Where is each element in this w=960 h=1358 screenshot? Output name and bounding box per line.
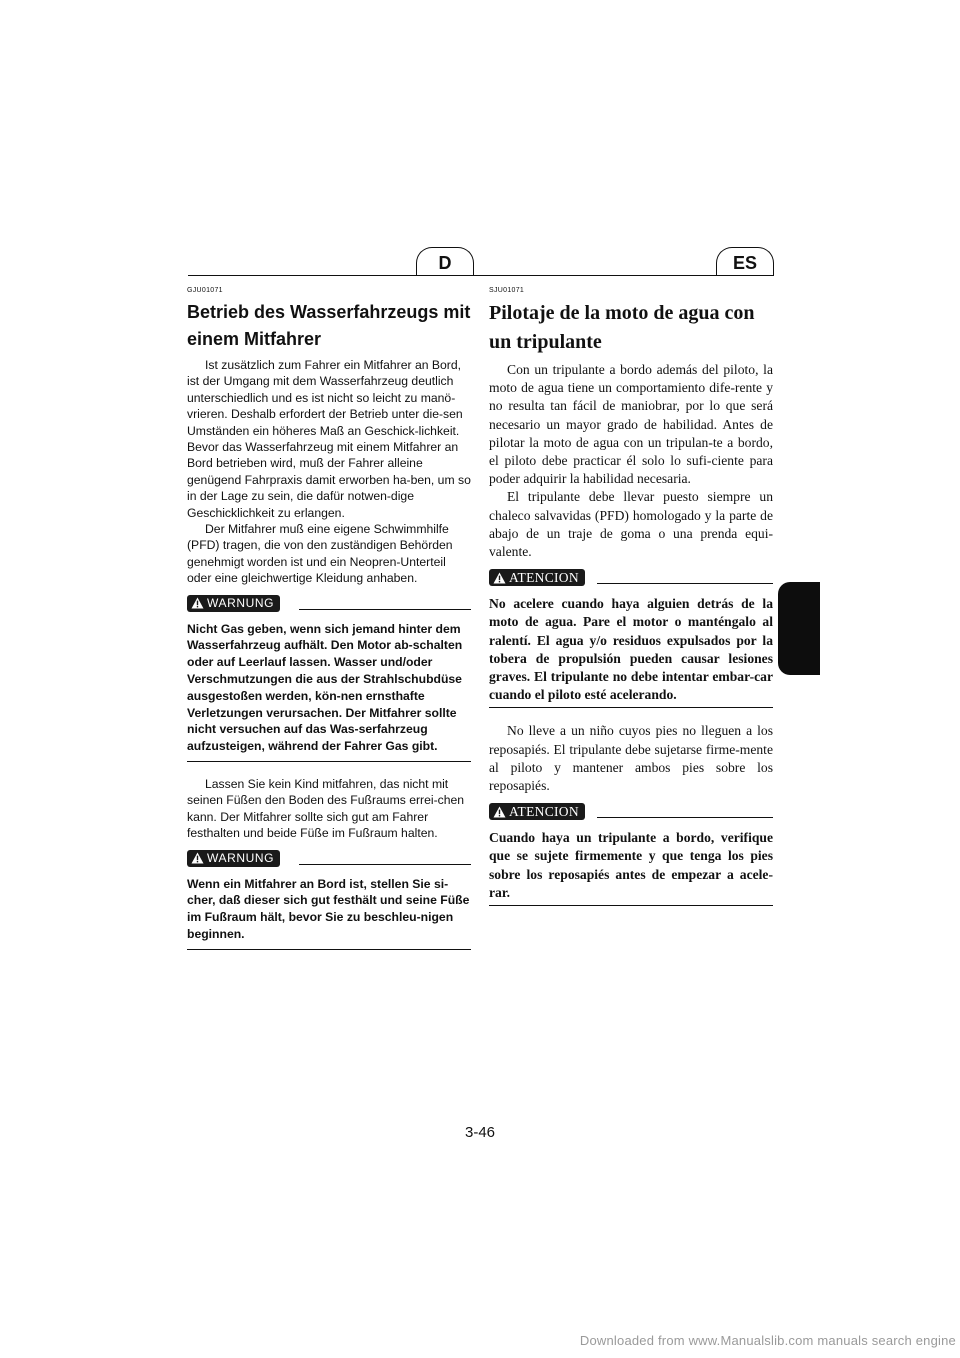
section-code: SJU01071	[489, 287, 525, 294]
warning-badge	[187, 850, 280, 867]
page-number: 3-46	[464, 1124, 496, 1141]
warning-text: Nicht Gas geben, wenn sich jemand hinter dem Wasserfahrzeug aufhält. Den Motor ab-schalten oder auf Leerlauf lassen. Wasser und/oder Verschmutzungen die aus der Strahlschubdüse ausgestoßen werden, kön-nen ernsthafte Verletzungen verursachen. Der Mitfahrer sollte nicht versuchen auf das Was-serfahrzeug aufzusteigen, während der Fahrer Gas gibt.	[187, 621, 471, 762]
warning-badge	[489, 569, 585, 586]
warning-header	[489, 569, 773, 589]
chapter-thumb-tab	[778, 582, 820, 675]
warning-triangle-icon	[493, 806, 506, 818]
warning-label: WARNUNG	[207, 596, 275, 611]
column-spanish	[489, 287, 773, 906]
warning-label: ATENCION	[509, 569, 579, 585]
warning-label: ATENCION	[509, 803, 579, 819]
warning-text: Cuando haya un tripulante a bordo, verifique que se sujete firmemente y que tenga los pies sobre los reposapiés antes de empezar a acele-rar.	[489, 829, 773, 906]
warning-header	[187, 595, 471, 615]
paragraph: No lleve a un niño cuyos pies no lleguen a los reposapiés. El tripulante debe sujetarse firme-mente al piloto y mantener ambos pies sobre los reposapiés.	[489, 723, 773, 794]
paragraph: Ist zusätzlich zum Fahrer ein Mitfahrer an Bord, ist der Umgang mit dem Wasserfahrzeug deutlich unterschiedlich und es ist nicht so leicht zu manö-vrieren. Deshalb erfordert der Betrieb unter die-sen Umständen ein höheres Maß an Geschick-lichkeit. Bevor das Wasserfahrzeug mit einem Mitfahrer an Bord betrieben wird, muß der Fahrer alleine genügend Fahrpraxis damit erworben ha-ben, um so in der Lage zu sein, die dafür notwen-dige Geschicklichkeit zu erlangen.	[187, 358, 471, 520]
warning-text: Wenn ein Mitfahrer an Bord ist, stellen Sie si-cher, daß dieser sich gut festhält und seine Füße im Fußraum hält, bevor Sie zu beschleu-nigen beginnen.	[187, 876, 471, 950]
language-header	[0, 0, 960, 290]
section-code: GJU01071	[187, 287, 223, 294]
footer-watermark: Downloaded from www.Manualslib.com manuals search engine	[579, 1333, 956, 1348]
language-tab-es: ES	[716, 247, 774, 276]
section-title: Betrieb des Wasserfahrzeugs mit einem Mitfahrer	[187, 302, 471, 349]
warning-badge	[187, 595, 280, 612]
language-tab-d: D	[416, 247, 474, 276]
warning-triangle-icon	[493, 572, 506, 584]
warning-rule	[299, 864, 471, 865]
warning-header	[489, 803, 773, 823]
warning-rule	[299, 609, 471, 610]
paragraph: Lassen Sie kein Kind mitfahren, das nicht mit seinen Füßen den Boden des Fußraums errei-chen kann. Der Mitfahrer sollte sich gut am Fahrer festhalten und beide Füße im Fußraum halten.	[187, 777, 465, 841]
warning-badge	[489, 803, 585, 820]
paragraph: El tripulante debe llevar puesto siempre un chaleco salvavidas (PFD) homologado y la parte de abajo de un traje de goma o una prenda equi-valente.	[489, 489, 773, 560]
warning-rule	[597, 583, 773, 584]
warning-rule	[597, 817, 773, 818]
warning-header	[187, 850, 471, 870]
warning-text: No acelere cuando haya alguien detrás de la moto de agua. Pare el motor o manténgalo al ralentí. El agua y/o residuos expulsados por la tobera de propulsión pueden causar lesiones graves. El tripulante no debe intentar embar-car cuando el piloto esté acelerando.	[489, 595, 773, 708]
section-title: Pilotaje de la moto de agua con un tripulante	[489, 302, 755, 353]
header-rule	[188, 275, 774, 276]
column-german	[187, 287, 471, 950]
warning-triangle-icon	[191, 597, 204, 609]
paragraph: Der Mitfahrer muß eine eigene Schwimmhilfe (PFD) tragen, die von den zuständigen Behörden genehmigt worden ist und ein Neopren-Unterteil oder eine gleichwertige Kleidung anhaben.	[187, 522, 453, 586]
warning-triangle-icon	[191, 852, 204, 864]
paragraph: Con un tripulante a bordo además del piloto, la moto de agua tiene un comportamiento dife-rente y no resulta tan fácil de maniobrar, por lo que será necesario un mayor grado de habilidad. Antes de pilotar la moto de agua con un tripulan-te a bordo, el piloto debe practicar él solo lo sufi-ciente para poder adquirir la habilidad necesaria.	[489, 362, 773, 487]
warning-label: WARNUNG	[207, 851, 275, 866]
